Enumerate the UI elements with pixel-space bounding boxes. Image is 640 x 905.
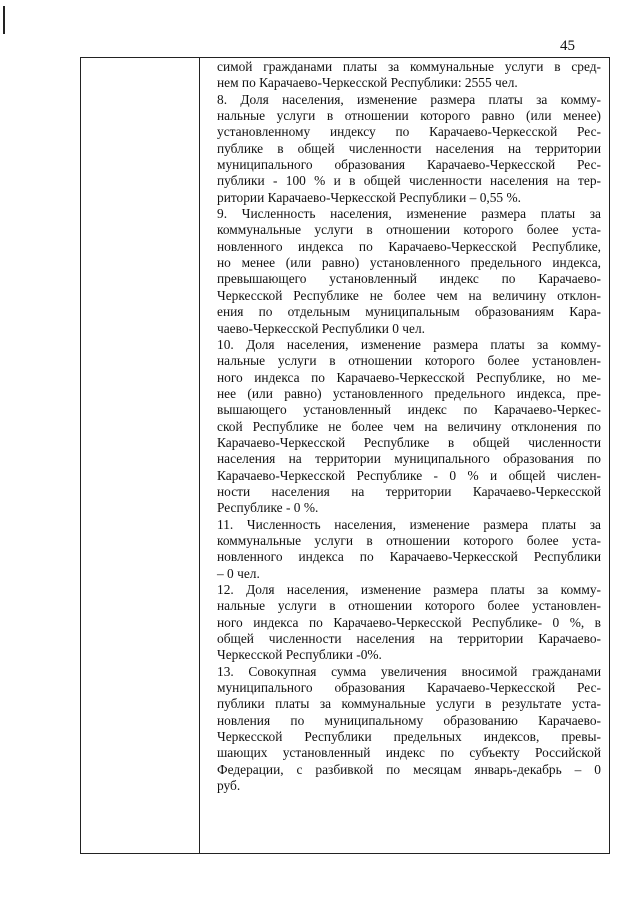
text-line: шающих установленный индекс по субъекту Российской (217, 745, 601, 761)
table-cell-text (217, 59, 601, 794)
text-line: чаево-Черкесской Республики 0 чел. (217, 320, 425, 336)
column-divider (199, 57, 200, 853)
text-line: 13. Совокупная сумма увеличения вносимой гражданами (217, 663, 601, 679)
text-line: но менее (или равно) установленного предельного индекса, (217, 255, 601, 271)
text-line: ного индекса по Карачаево-Черкесской Республике- 0 %, в (217, 614, 601, 630)
margin-mark (3, 6, 5, 34)
text-line: Черкесской Республики предельных индексов, превы- (217, 729, 601, 745)
text-line: 8. Доля населения, изменение размера платы за комму- (217, 91, 601, 107)
text-line: муниципального образования Карачаево-Черкесской Рес- (217, 680, 601, 696)
text-line: публики - 100 % и в общей численности населения на тер- (217, 173, 601, 189)
text-line: нальные услуги в отношении которого более установлен- (217, 598, 601, 614)
text-line: превышающего установленный индекс по Карачаево- (217, 271, 601, 287)
text-line: нальные услуги в отношении которого равно (или менее) (217, 108, 601, 124)
text-line: коммунальные услуги в отношении которого более уста- (217, 222, 601, 238)
text-line: Черкесской Республики -0%. (217, 647, 382, 663)
text-line: Карачаево-Черкесской Республике в общей численности (217, 434, 601, 450)
text-line: вышающего установленный индекс по Карачаево-Черкес- (217, 402, 601, 418)
text-line: общей численности населения на территории Карачаево- (217, 631, 601, 647)
text-line: 10. Доля населения, изменение размера платы за комму- (217, 336, 601, 352)
text-line: – 0 чел. (217, 565, 260, 581)
text-line: установленному индексу по Карачаево-Черкесской Рес- (217, 124, 601, 140)
table-bottom-rule (80, 853, 610, 854)
text-line: нем по Карачаево-Черкесской Республики: 2555 чел. (217, 75, 518, 91)
text-line: публике в общей численности населения на территории (217, 140, 601, 156)
text-line: ской Республике не более чем на величину отклонения по (217, 418, 601, 434)
text-line: коммунальные услуги в отношении которого более уста- (217, 532, 601, 548)
text-line: новления по муниципальному образованию Карачаево- (217, 712, 601, 728)
text-line: руб. (217, 778, 241, 794)
text-line: новленного индекса по Карачаево-Черкесской Республике, (217, 238, 601, 254)
text-line: публики платы за коммунальные услуги в результате уста- (217, 696, 601, 712)
page-number: 45 (560, 38, 575, 54)
text-line: Федерации, с разбивкой по месяцам январь-декабрь – 0 (217, 761, 601, 777)
text-line: 9. Численность населения, изменение размера платы за (217, 206, 601, 222)
text-line: нальные услуги в отношении которого более установлен- (217, 353, 601, 369)
text-line: населения на территории муниципального образования по (217, 451, 601, 467)
text-line: Черкесской Республике не более чем на величину отклон- (217, 287, 601, 303)
text-line: новленного индекса по Карачаево-Черкесской Республики (217, 549, 601, 565)
text-line: Карачаево-Черкесской Республике - 0 % и общей числен- (217, 467, 601, 483)
text-line: нее (или равно) установленного предельного индекса, пре- (217, 385, 601, 401)
text-line: муниципального образования Карачаево-Черкесской Рес- (217, 157, 601, 173)
text-line: ритории Карачаево-Черкесской Республики – 0,55 %. (217, 189, 521, 205)
text-line: ения по отдельным муниципальным образованиям Кара- (217, 304, 601, 320)
text-line: симой гражданами платы за коммунальные услуги в сред- (217, 59, 601, 74)
text-line: ности населения на территории Карачаево-Черкесской (217, 483, 601, 499)
text-line: Республике - 0 %. (217, 500, 319, 516)
text-line: ного индекса по Карачаево-Черкесской Республике, но ме- (217, 369, 601, 385)
text-line: 12. Доля населения, изменение размера платы за комму- (217, 582, 601, 597)
text-line: 11. Численность населения, изменение размера платы за (217, 516, 601, 532)
